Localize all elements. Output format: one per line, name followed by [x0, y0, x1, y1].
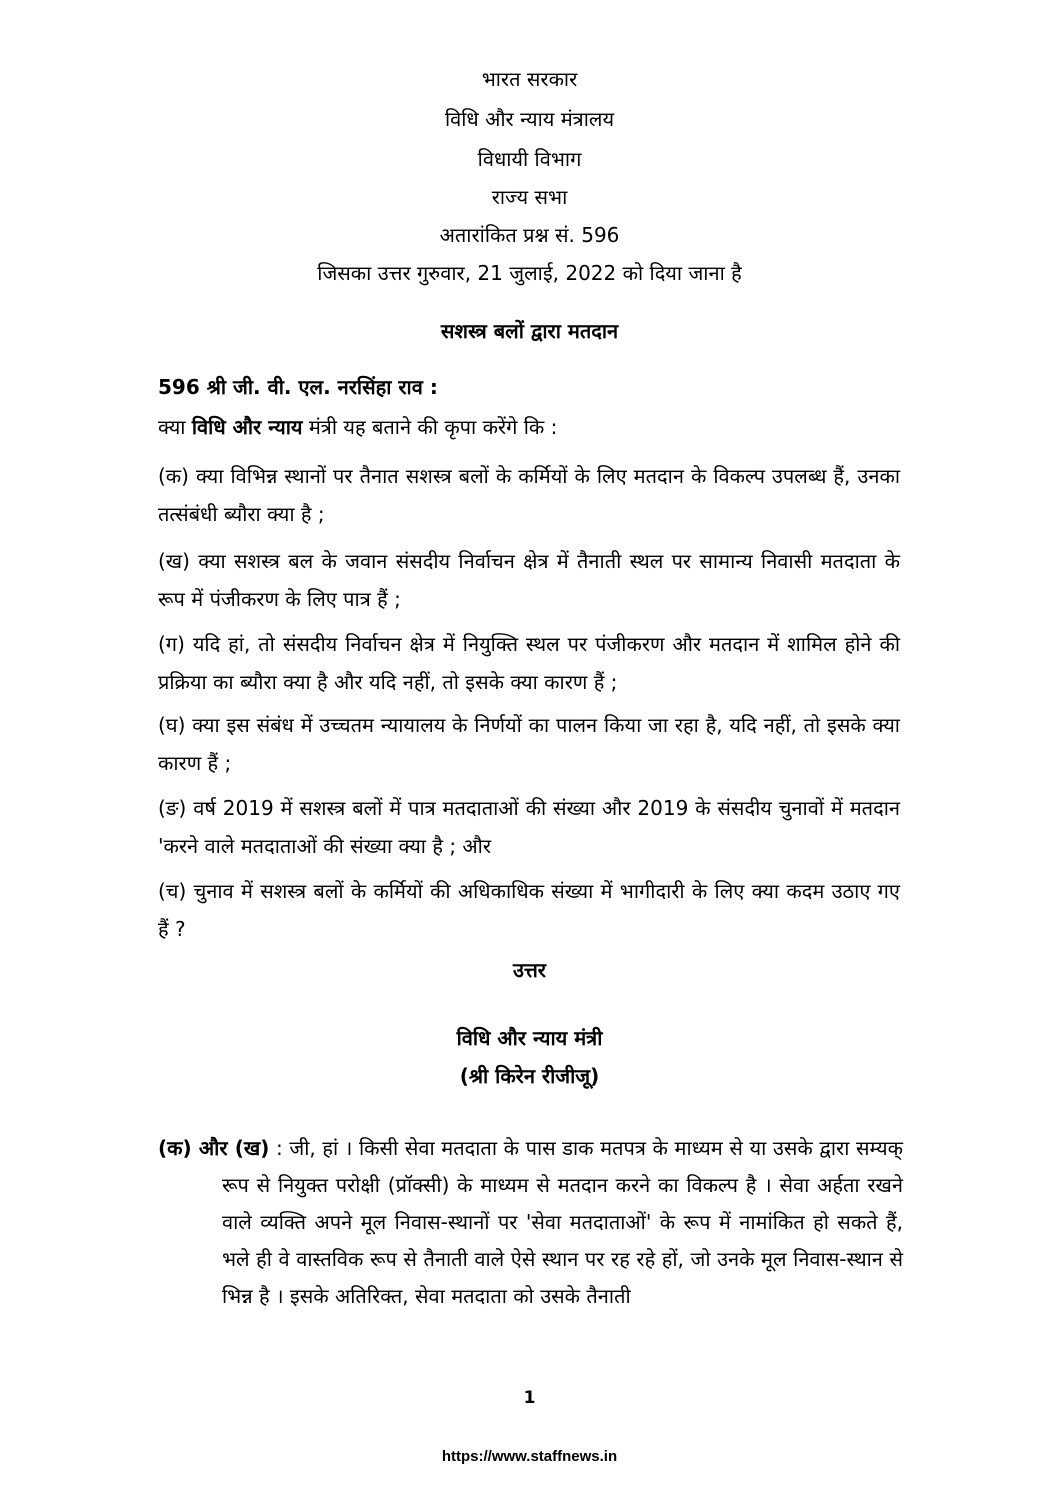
answer-paragraph: [158, 1130, 903, 1315]
minister-name: (श्री किरेन रीजीजू): [459, 1064, 600, 1088]
header-line-house: राज्य सभा: [491, 185, 568, 209]
question-cha: (च) चुनाव में सशस्त्र बलों के कर्मियों की अधिकाधिक संख्या में भागीदारी के लिए क्या कदम उठाए गए हैं ?: [158, 879, 900, 941]
question-nga: (ङ) वर्ष 2019 में सशस्त्र बलों में पात्र मतदाताओं की संख्या और 2019 के संसदीय चुनावों में मतदान 'करने वाले मतदाताओं की संख्या क्या है ; और: [158, 796, 900, 858]
header-line-question-number: अतारांकित प्रश्न सं. 596: [439, 223, 620, 247]
minister-title: विधि और न्याय मंत्री: [456, 1026, 603, 1050]
intro-minister: विधि और न्याय: [191, 415, 303, 439]
answer-text-block: [158, 1130, 903, 1315]
answer-label: (क) और (ख): [158, 1136, 270, 1160]
answer-body: : जी, हां । किसी सेवा मतदाता के पास डाक मतपत्र के माध्यम से या उसके द्वारा सम्यक् रूप से नियुक्त परोक्षी (प्रॉक्सी) के माध्यम से मतदान करने का विकल्प है । सेवा अर्हता रखने वाले व्यक्ति अपने मूल निवास-स्थानों पर 'सेवा मतदाताओं' के रूप में नामांकित हो सकते हैं, भले ही वे वास्तविक रूप से तैनाती वाले ऐसे स्थान पर रह रहे हों, जो उनके मूल निवास-स्थान से भिन्न है । इसके अतिरिक्त, सेवा मतदाता को उसके तैनाती: [222, 1136, 903, 1308]
subject-heading: सशस्त्र बलों द्वारा मतदान: [440, 319, 619, 343]
page-number: 1: [523, 1388, 536, 1408]
header-line-department: विधायी विभाग: [477, 147, 582, 171]
header-line-answer-date: जिसका उत्तर गुरुवार, 21 जुलाई, 2022 को दिया जाना है: [317, 261, 742, 285]
questioner-line: 596 श्री जी. वी. एल. नरसिंहा राव :: [158, 375, 438, 399]
header-line-government: भारत सरकार: [481, 67, 578, 91]
question-ka: (क) क्या विभिन्न स्थानों पर तैनात सशस्त्र बलों के कर्मियों के लिए मतदान के विकल्प उपलब्ध हैं, उनका तत्संबंधी ब्यौरा क्या है ;: [158, 464, 900, 526]
question-gha: (घ) क्या इस संबंध में उच्चतम न्यायालय के निर्णयों का पालन किया जा रहा है, यदि नहीं, तो इसके क्या कारण हैं ;: [158, 713, 900, 775]
answer-heading: उत्तर: [513, 958, 546, 982]
intro-suffix: मंत्री यह बताने की कृपा करेंगे कि :: [308, 415, 558, 439]
header-line-ministry: विधि और न्याय मंत्रालय: [444, 107, 615, 131]
footer-url: https://www.staffnews.in: [441, 1448, 618, 1465]
question-intro: [158, 412, 900, 442]
question-kha: (ख) क्या सशस्त्र बल के जवान संसदीय निर्वाचन क्षेत्र में तैनाती स्थल पर सामान्य निवासी मतदाता के रूप में पंजीकरण के लिए पात्र हैं ;: [158, 549, 900, 611]
intro-prefix: क्या: [158, 415, 186, 439]
question-ga: (ग) यदि हां, तो संसदीय निर्वाचन क्षेत्र में नियुक्ति स्थल पर पंजीकरण और मतदान में शामिल होने की प्रक्रिया का ब्यौरा क्या है और यदि नहीं, तो इसके क्या कारण हैं ;: [158, 632, 900, 694]
